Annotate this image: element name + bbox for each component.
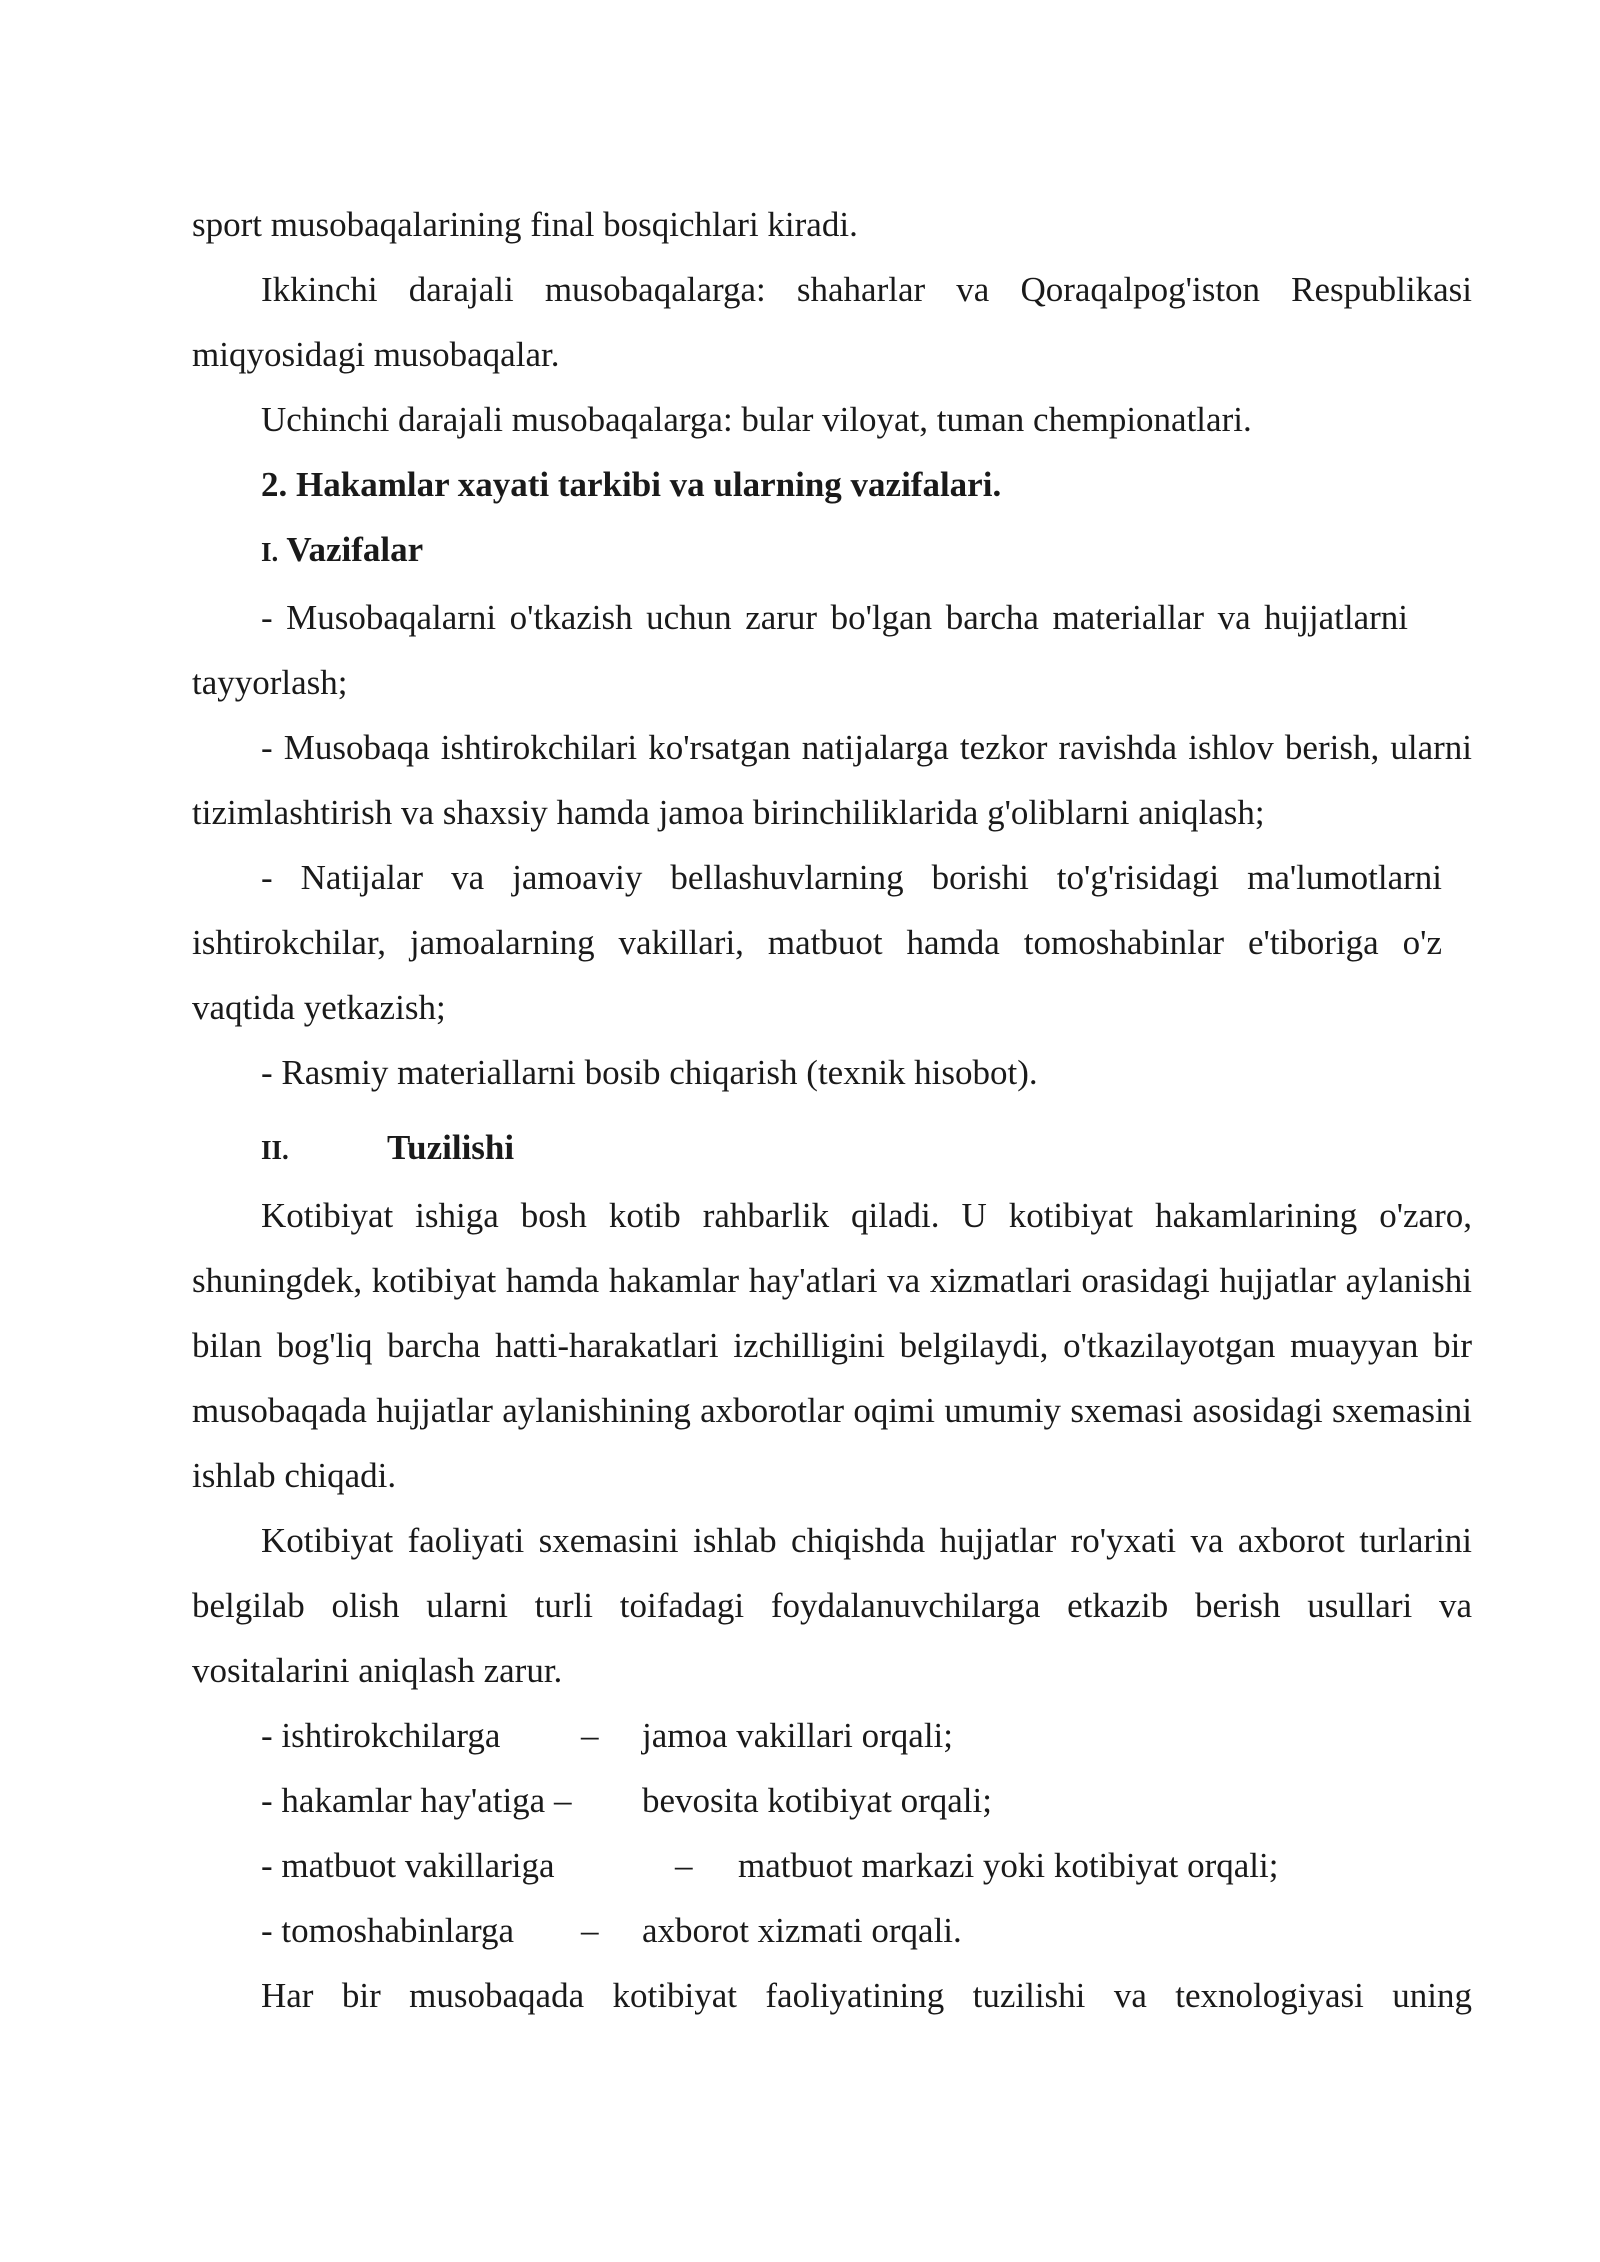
delivery-dash: – bbox=[675, 1846, 693, 1885]
delivery-channel: matbuot markazi yoki kotibiyat orqali; bbox=[738, 1846, 1279, 1885]
task-item: - Natijalar va jamoaviy bellashuvlarning borishi to'g'risidagi ma'lumotlarni ishtirokchilar, jamoalarning vakillari, matbuot hamda tomoshabinlar e'tiboriga o'z vaqtida yetkazish; bbox=[192, 858, 1442, 1027]
text-column bbox=[192, 192, 1472, 2028]
subsection-heading-tasks bbox=[192, 517, 1472, 585]
body-paragraph: Kotibiyat faoliyati sxemasini ishlab chiqishda hujjatlar ro'yxati va axborot turlarini belgilab olish ularni turli toifadagi foydalanuvchilarga etkazib berish usullari va vositalarini aniqlash zarur. bbox=[192, 1521, 1472, 1690]
delivery-list-item bbox=[192, 1898, 1472, 1963]
subsection-number: I. bbox=[261, 537, 279, 567]
delivery-dash: – bbox=[581, 1716, 599, 1755]
subsection-title: Vazifalar bbox=[286, 530, 424, 569]
task-item: - Musobaqa ishtirokchilari ko'rsatgan natijalarga tezkor ravishda ishlov berish, ularni tizimlashtirish va shaxsiy hamda jamoa birinchiliklarida g'oliblarni aniqlash; bbox=[192, 728, 1472, 832]
section-heading: 2. Hakamlar xayati tarkibi va ularning vazifalari. bbox=[261, 465, 1002, 504]
task-item: - Musobaqalarni o'tkazish uchun zarur bo'lgan barcha materiallar va hujjatlarni tayyorlash; bbox=[192, 598, 1408, 702]
delivery-list-item bbox=[192, 1833, 1472, 1898]
paragraph-continuation: sport musobaqalarining final bosqichlari kiradi. bbox=[192, 205, 858, 244]
delivery-list-item bbox=[192, 1703, 1472, 1768]
delivery-recipient: - ishtirokchilarga bbox=[261, 1716, 501, 1755]
delivery-list-item bbox=[192, 1768, 1472, 1833]
subsection-title: Tuzilishi bbox=[387, 1128, 515, 1167]
delivery-recipient: - hakamlar hay'atiga – bbox=[261, 1781, 572, 1820]
subsection-number: II. bbox=[261, 1135, 289, 1165]
delivery-dash: – bbox=[581, 1911, 599, 1950]
task-item: - Rasmiy materiallarni bosib chiqarish (texnik hisobot). bbox=[261, 1053, 1038, 1092]
delivery-channel: jamoa vakillari orqali; bbox=[642, 1716, 954, 1755]
paragraph-second-level: Ikkinchi darajali musobaqalarga: shaharlar va Qoraqalpog'iston Respublikasi miqyosidagi musobaqalar. bbox=[192, 270, 1472, 374]
body-paragraph: Kotibiyat ishiga bosh kotib rahbarlik qiladi. U kotibiyat hakamlarining o'zaro, shuningdek, kotibiyat hamda hakamlar hay'atlari va xizmatlari orasidagi hujjatlar aylanishi bilan bog'liq barcha hatti-harakatlari izchilligini belgilaydi, o'tkazilayotgan muayyan bir musobaqada hujjatlar aylanishining axborotlar oqimi umumiy sxemasi asosidagi sxemasini ishlab chiqadi. bbox=[192, 1196, 1472, 1495]
delivery-channel: bevosita kotibiyat orqali; bbox=[642, 1781, 992, 1820]
paragraph-third-level: Uchinchi darajali musobaqalarga: bular viloyat, tuman chempionatlari. bbox=[261, 400, 1252, 439]
delivery-recipient: - tomoshabinlarga bbox=[261, 1911, 515, 1950]
subsection-heading-structure bbox=[192, 1115, 1472, 1183]
delivery-recipient: - matbuot vakillariga bbox=[261, 1846, 555, 1885]
delivery-channel: axborot xizmati orqali. bbox=[642, 1911, 962, 1950]
body-paragraph: Har bir musobaqada kotibiyat faoliyatining tuzilishi va texnologiyasi uning bbox=[261, 1976, 1472, 2015]
